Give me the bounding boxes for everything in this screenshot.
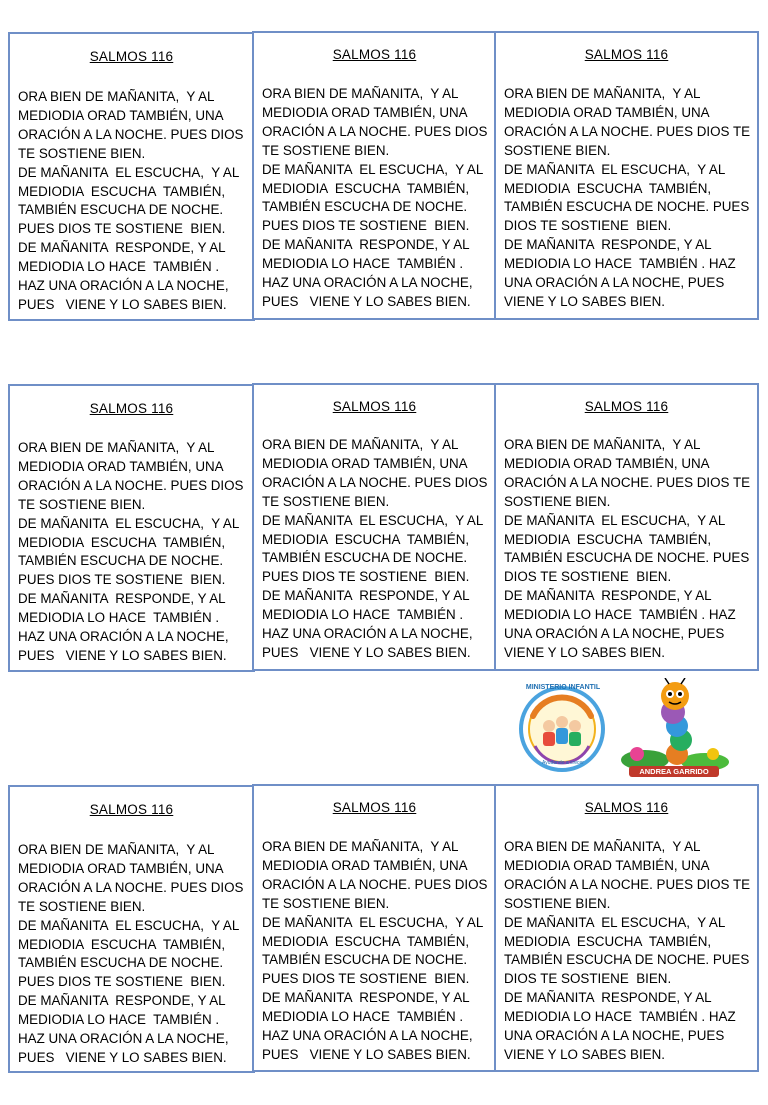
card-text-line: DE MAÑANITA RESPONDE, Y AL <box>18 993 226 1009</box>
card-text-line: VIENE Y LO SABES BIEN. <box>504 644 666 660</box>
card-text-line: DIOS TE SOSTIENE BIEN. <box>504 218 672 234</box>
card-text-line: TAMBIÉN ESCUCHA DE NOCHE. <box>262 550 468 566</box>
card-text-line: HAZ UNA ORACIÓN A LA NOCHE, <box>262 1028 473 1044</box>
card-text-line: TE SOSTIENE BIEN. <box>262 493 390 509</box>
card-text-line: MEDIODIA ESCUCHA TAMBIÉN, <box>262 531 470 547</box>
card-text-line: SOSTIENE BIEN. <box>504 493 611 509</box>
card-text-line: DE MAÑANITA RESPONDE, Y AL <box>504 990 712 1006</box>
card-text-line: DE MAÑANITA RESPONDE, Y AL <box>262 588 470 604</box>
card-4 <box>8 384 255 672</box>
card-text-line: MEDIODIA LO HACE TAMBIÉN . HAZ <box>504 256 736 272</box>
card-text-line: TE SOSTIENE BIEN. <box>262 895 390 911</box>
card-text-line: PUES DIOS TE SOSTIENE BIEN. <box>18 221 226 237</box>
card-text-line: DE MAÑANITA RESPONDE, Y AL <box>504 588 712 604</box>
card-text-line: MEDIODIA ORAD TAMBIÉN, UNA <box>504 455 710 471</box>
ministry-logo-text: MINISTERIO INFANTIL <box>525 684 601 691</box>
card-2 <box>252 31 497 320</box>
card-text-line: DE MAÑANITA EL ESCUCHA, Y AL <box>262 512 484 528</box>
card-title: SALMOS 116 <box>584 399 669 414</box>
card-text-line: MEDIODIA LO HACE TAMBIÉN . <box>18 259 220 275</box>
card-title: SALMOS 116 <box>89 401 174 416</box>
card-title: SALMOS 116 <box>332 399 417 414</box>
card-text-line: PUES VIENE Y LO SABES BIEN. <box>262 1046 471 1062</box>
card-text <box>504 85 751 312</box>
card-text-line: MEDIODIA ORAD TAMBIÉN, UNA <box>18 107 224 123</box>
card-title: SALMOS 116 <box>332 800 417 815</box>
card-7 <box>8 785 255 1073</box>
card-text-line: MEDIODIA ORAD TAMBIÉN, UNA <box>504 857 710 873</box>
card-text <box>262 436 489 663</box>
card-title: SALMOS 116 <box>89 49 174 64</box>
card-text-line: TE SOSTIENE BIEN. <box>18 496 146 512</box>
card-text-line: SOSTIENE BIEN. <box>504 142 611 158</box>
card-text-line: MEDIODIA LO HACE TAMBIÉN . <box>18 1012 220 1028</box>
card-text-line: MEDIODIA ORAD TAMBIÉN, UNA <box>504 104 710 120</box>
card-text-line: HAZ UNA ORACIÓN A LA NOCHE, <box>18 629 229 645</box>
card-text-line: PUES DIOS TE SOSTIENE BIEN. <box>262 569 470 585</box>
card-text-line: MEDIODIA ESCUCHA TAMBIÉN, <box>18 936 226 952</box>
card-text-line: TAMBIÉN ESCUCHA DE NOCHE. <box>18 202 224 218</box>
card-text-line: ORA BIEN DE MAÑANITA, Y AL <box>18 842 215 857</box>
card-text-line: DE MAÑANITA EL ESCUCHA, Y AL <box>262 161 484 177</box>
card-text-line: ORA BIEN DE MAÑANITA, Y AL <box>262 86 459 101</box>
card-text-line: PUES VIENE Y LO SABES BIEN. <box>262 293 471 309</box>
card-text-line: ORA BIEN DE MAÑANITA, Y AL <box>262 437 459 452</box>
card-text <box>504 838 751 1065</box>
card-text-line: ORACIÓN A LA NOCHE. PUES DIOS <box>262 876 488 892</box>
card-text-line: DE MAÑANITA RESPONDE, Y AL <box>504 237 712 253</box>
card-text-line: DE MAÑANITA EL ESCUCHA, Y AL <box>262 914 484 930</box>
card-text-line: MEDIODIA LO HACE TAMBIÉN . HAZ <box>504 1009 736 1025</box>
card-text-line: ORACIÓN A LA NOCHE. PUES DIOS TE <box>504 474 751 490</box>
card-text-line: ORACIÓN A LA NOCHE. PUES DIOS <box>18 477 244 493</box>
card-text-line: DIOS TE SOSTIENE BIEN. <box>504 971 672 987</box>
card-text-line: PUES DIOS TE SOSTIENE BIEN. <box>262 971 470 987</box>
card-text-line: DE MAÑANITA EL ESCUCHA, Y AL <box>504 161 726 177</box>
card-text <box>262 838 489 1065</box>
card-text <box>18 439 247 666</box>
card-text-line: ORACIÓN A LA NOCHE. PUES DIOS <box>18 126 244 142</box>
card-text-line: ORA BIEN DE MAÑANITA, Y AL <box>504 86 701 101</box>
card-text-line: TAMBIÉN ESCUCHA DE NOCHE. <box>262 952 468 968</box>
card-text-line: DE MAÑANITA EL ESCUCHA, Y AL <box>18 917 240 933</box>
card-text-line: MEDIODIA ESCUCHA TAMBIÉN, <box>262 933 470 949</box>
card-text-line: MEDIODIA ORAD TAMBIÉN, UNA <box>262 104 468 120</box>
card-text-line: ORA BIEN DE MAÑANITA, Y AL <box>504 839 701 854</box>
card-text-line: ORACIÓN A LA NOCHE. PUES DIOS <box>18 879 244 895</box>
card-text-line: ORACIÓN A LA NOCHE. PUES DIOS TE <box>504 123 751 139</box>
card-text-line: DE MAÑANITA EL ESCUCHA, Y AL <box>18 164 240 180</box>
card-text-line: TAMBIÉN ESCUCHA DE NOCHE. <box>18 955 224 971</box>
card-text-line: UNA ORACIÓN A LA NOCHE, PUES <box>504 1028 725 1044</box>
card-text-line: TE SOSTIENE BIEN. <box>262 142 390 158</box>
card-text-line: UNA ORACIÓN A LA NOCHE, PUES <box>504 626 725 642</box>
card-9 <box>494 784 759 1072</box>
card-text-line: TE SOSTIENE BIEN. <box>18 898 146 914</box>
card-text-line: MEDIODIA LO HACE TAMBIÉN . <box>262 1009 464 1025</box>
card-text-line: MEDIODIA ESCUCHA TAMBIÉN, <box>504 180 712 196</box>
card-text-line: VIENE Y LO SABES BIEN. <box>504 1046 666 1062</box>
card-title: SALMOS 116 <box>584 47 669 62</box>
card-text-line: MEDIODIA LO HACE TAMBIÉN . HAZ <box>504 607 736 623</box>
card-title: SALMOS 116 <box>332 47 417 62</box>
card-text-line: VIENE Y LO SABES BIEN. <box>504 293 666 309</box>
card-text-line: ORACIÓN A LA NOCHE. PUES DIOS <box>262 474 488 490</box>
card-text-line: PUES DIOS TE SOSTIENE BIEN. <box>262 218 470 234</box>
ministry-logo-subtext: Ayudando a crecer <box>542 760 584 766</box>
card-text-line: SOSTIENE BIEN. <box>504 895 611 911</box>
card-text-line: PUES DIOS TE SOSTIENE BIEN. <box>18 572 226 588</box>
card-text-line: TE SOSTIENE BIEN. <box>18 145 146 161</box>
card-text-line: UNA ORACIÓN A LA NOCHE, PUES <box>504 275 725 291</box>
card-text <box>18 841 247 1068</box>
logos-area <box>515 678 735 778</box>
card-text-line: PUES VIENE Y LO SABES BIEN. <box>18 296 227 312</box>
card-text-line: MEDIODIA ESCUCHA TAMBIÉN, <box>18 534 226 550</box>
card-title: SALMOS 116 <box>584 800 669 815</box>
card-6 <box>494 383 759 671</box>
card-text-line: MEDIODIA ESCUCHA TAMBIÉN, <box>18 183 226 199</box>
card-title: SALMOS 116 <box>89 802 174 817</box>
card-1 <box>8 32 255 321</box>
card-text-line: MEDIODIA ORAD TAMBIÉN, UNA <box>262 455 468 471</box>
card-text-line: PUES VIENE Y LO SABES BIEN. <box>262 644 471 660</box>
card-8 <box>252 784 497 1072</box>
worm-mascot-logo <box>615 678 733 778</box>
card-text-line: HAZ UNA ORACIÓN A LA NOCHE, <box>262 626 473 642</box>
card-text-line: PUES DIOS TE SOSTIENE BIEN. <box>18 974 226 990</box>
card-text-line: PUES VIENE Y LO SABES BIEN. <box>18 1049 227 1065</box>
card-text-line: DE MAÑANITA RESPONDE, Y AL <box>262 237 470 253</box>
card-text-line: TAMBIÉN ESCUCHA DE NOCHE. PUES <box>504 550 750 566</box>
card-text <box>262 85 489 312</box>
card-text-line: DE MAÑANITA RESPONDE, Y AL <box>262 990 470 1006</box>
card-text <box>504 436 751 663</box>
card-text-line: ORA BIEN DE MAÑANITA, Y AL <box>18 89 215 104</box>
card-text-line: ORA BIEN DE MAÑANITA, Y AL <box>262 839 459 854</box>
card-text-line: MEDIODIA ORAD TAMBIÉN, UNA <box>262 857 468 873</box>
card-text-line: MEDIODIA ORAD TAMBIÉN, UNA <box>18 458 224 474</box>
card-text <box>18 88 247 315</box>
card-text-line: MEDIODIA LO HACE TAMBIÉN . <box>262 607 464 623</box>
card-text-line: HAZ UNA ORACIÓN A LA NOCHE, <box>18 278 229 294</box>
card-5 <box>252 383 497 671</box>
card-text-line: MEDIODIA LO HACE TAMBIÉN . <box>18 610 220 626</box>
card-text-line: DE MAÑANITA EL ESCUCHA, Y AL <box>504 914 726 930</box>
card-text-line: DE MAÑANITA EL ESCUCHA, Y AL <box>504 512 726 528</box>
card-text-line: MEDIODIA ESCUCHA TAMBIÉN, <box>504 531 712 547</box>
card-text-line: DIOS TE SOSTIENE BIEN. <box>504 569 672 585</box>
card-text-line: TAMBIÉN ESCUCHA DE NOCHE. PUES <box>504 199 750 215</box>
card-text-line: DE MAÑANITA EL ESCUCHA, Y AL <box>18 515 240 531</box>
card-text-line: ORA BIEN DE MAÑANITA, Y AL <box>504 437 701 452</box>
card-text-line: HAZ UNA ORACIÓN A LA NOCHE, <box>262 275 473 291</box>
card-3 <box>494 31 759 320</box>
card-text-line: TAMBIÉN ESCUCHA DE NOCHE. <box>262 199 468 215</box>
card-text-line: ORACIÓN A LA NOCHE. PUES DIOS <box>262 123 488 139</box>
card-text-line: TAMBIÉN ESCUCHA DE NOCHE. <box>18 553 224 569</box>
card-text-line: MEDIODIA ESCUCHA TAMBIÉN, <box>504 933 712 949</box>
card-text-line: TAMBIÉN ESCUCHA DE NOCHE. PUES <box>504 952 750 968</box>
card-text-line: DE MAÑANITA RESPONDE, Y AL <box>18 240 226 256</box>
card-text-line: MEDIODIA LO HACE TAMBIÉN . <box>262 256 464 272</box>
card-text-line: MEDIODIA ESCUCHA TAMBIÉN, <box>262 180 470 196</box>
card-text-line: PUES VIENE Y LO SABES BIEN. <box>18 647 227 663</box>
card-text-line: MEDIODIA ORAD TAMBIÉN, UNA <box>18 860 224 876</box>
card-text-line: DE MAÑANITA RESPONDE, Y AL <box>18 591 226 607</box>
card-text-line: ORA BIEN DE MAÑANITA, Y AL <box>18 440 215 455</box>
author-name: ANDREA GARRIDO <box>639 767 709 776</box>
card-text-line: HAZ UNA ORACIÓN A LA NOCHE, <box>18 1031 229 1047</box>
card-text-line: ORACIÓN A LA NOCHE. PUES DIOS TE <box>504 876 751 892</box>
